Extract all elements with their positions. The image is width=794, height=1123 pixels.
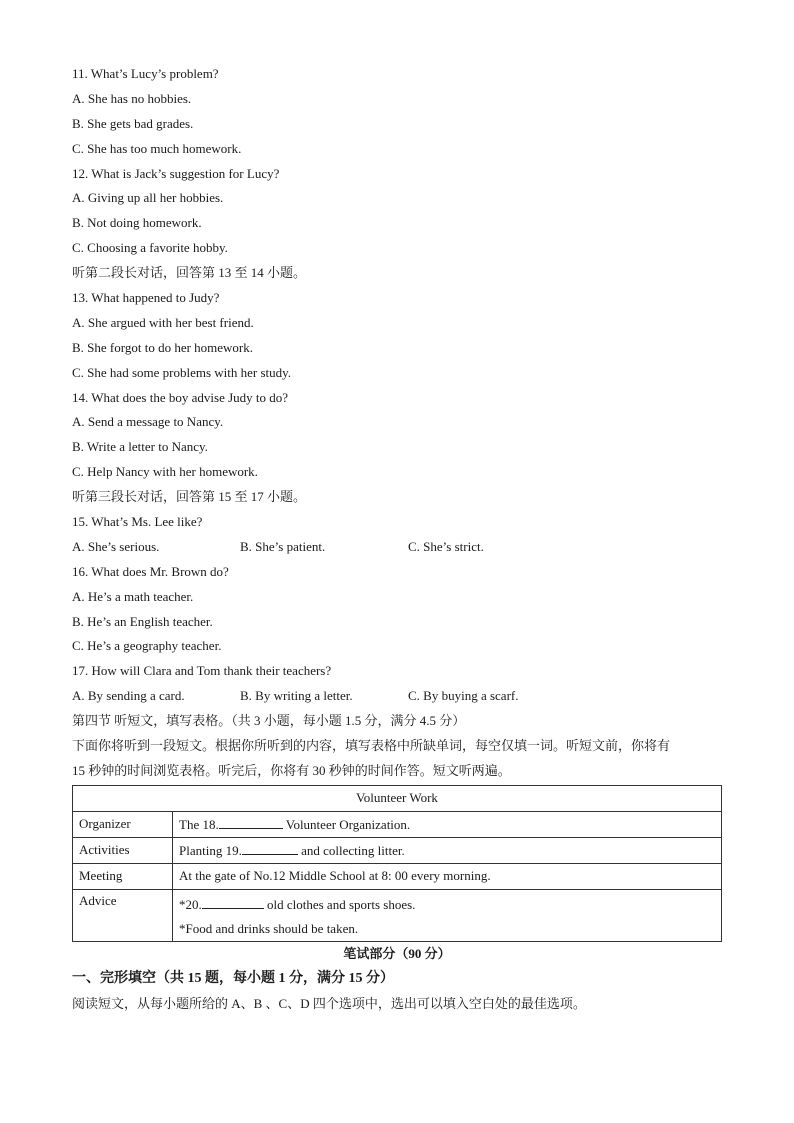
question-11-option-a: A. She has no hobbies. [72, 90, 192, 106]
answer-blank-20[interactable] [202, 896, 264, 909]
row-label-organizer: Organizer [73, 811, 173, 837]
question-11-option-b: B. She gets bad grades. [72, 115, 194, 131]
question-15-option-c: C. She’s strict. [408, 538, 484, 554]
question-14-option-b: B. Write a letter to Nancy. [72, 439, 208, 455]
advice-line-2: *Food and drinks should be taken. [179, 920, 359, 936]
question-12-option-c: C. Choosing a favorite hobby. [72, 240, 228, 256]
question-11-stem: 11. What’s Lucy’s problem? [72, 66, 219, 81]
exam-page [72, 62, 722, 1017]
row-value-organizer: The 18. Volunteer Organization. [173, 811, 722, 837]
question-12-option-b: B. Not doing homework. [72, 215, 202, 231]
answer-blank-18[interactable] [219, 816, 283, 829]
dialogue-3-instruction: 听第三段长对话，回答第 15 至 17 小题。 [72, 489, 307, 505]
question-13-option-c: C. She had some problems with her study. [72, 364, 292, 380]
question-17-option-b: B. By writing a letter. [240, 688, 353, 704]
question-16-option-b: B. He’s an English teacher. [72, 613, 213, 629]
cloze-instruction: 阅读短文，从每小题所给的 A、B 、C、D 四个选项中，选出可以填入空白处的最佳选项。 [72, 995, 586, 1011]
cloze-section-title: 一、完形填空（共 15 题，每小题 1 分，满分 15 分） [72, 970, 394, 986]
table-row [73, 837, 722, 863]
question-16-stem: 16. What does Mr. Brown do? [72, 563, 229, 579]
question-15-options [72, 535, 722, 560]
question-13-stem: 13. What happened to Judy? [72, 290, 220, 306]
dialogue-2-instruction: 听第二段长对话，回答第 13 至 14 小题。 [72, 265, 307, 281]
row-value-meeting: At the gate of No.12 Middle School at 8: 00 every morning. [173, 863, 722, 889]
question-12-stem: 12. What is Jack’s suggestion for Lucy? [72, 165, 280, 181]
question-17-option-a: A. By sending a card. [72, 688, 185, 704]
question-14-stem: 14. What does the boy advise Judy to do? [72, 389, 289, 405]
question-17-stem: 17. How will Clara and Tom thank their teachers? [72, 663, 332, 679]
question-15-option-a: A. She’s serious. [72, 538, 160, 554]
question-17-option-c: C. By buying a scarf. [408, 688, 519, 704]
table-row [73, 889, 722, 941]
question-15-stem: 15. What’s Ms. Lee like? [72, 514, 203, 530]
row-value-advice: *20. old clothes and sports shoes. *Food and drinks should be taken. [173, 889, 722, 941]
section-4-instruction-line-2: 15 秒钟的时间浏览表格。听完后，你将有 30 秒钟的时间作答。短文听两遍。 [72, 762, 511, 778]
row-value-activities: Planting 19. and collecting litter. [173, 837, 722, 863]
question-14-option-a: A. Send a message to Nancy. [72, 414, 224, 430]
question-11-option-c: C. She has too much homework. [72, 140, 242, 156]
row-label-advice: Advice [73, 889, 173, 941]
question-14-option-c: C. Help Nancy with her homework. [72, 464, 258, 480]
written-part-heading: 笔试部分（90 分） [343, 945, 451, 961]
question-12-option-a: A. Giving up all her hobbies. [72, 190, 224, 206]
table-row [73, 811, 722, 837]
question-16-option-a: A. He’s a math teacher. [72, 588, 194, 604]
volunteer-work-table [72, 785, 722, 942]
answer-blank-19[interactable] [242, 842, 298, 855]
table-title: Volunteer Work [73, 785, 722, 811]
question-16-option-c: C. He’s a geography teacher. [72, 638, 222, 654]
question-15-option-b: B. She’s patient. [240, 538, 326, 554]
question-17-options [72, 684, 722, 709]
section-4-title: 第四节 听短文，填写表格。（共 3 小题，每小题 1.5 分，满分 4.5 分） [72, 713, 466, 729]
question-13-option-b: B. She forgot to do her homework. [72, 339, 254, 355]
table-row [73, 863, 722, 889]
question-13-option-a: A. She argued with her best friend. [72, 314, 254, 330]
row-label-activities: Activities [73, 837, 173, 863]
section-4-instruction-line-1: 下面你将听到一段短文。根据你所听到的内容，填写表格中所缺单词，每空仅填一词。听短文前，你将有 [72, 738, 671, 754]
row-label-meeting: Meeting [73, 863, 173, 889]
